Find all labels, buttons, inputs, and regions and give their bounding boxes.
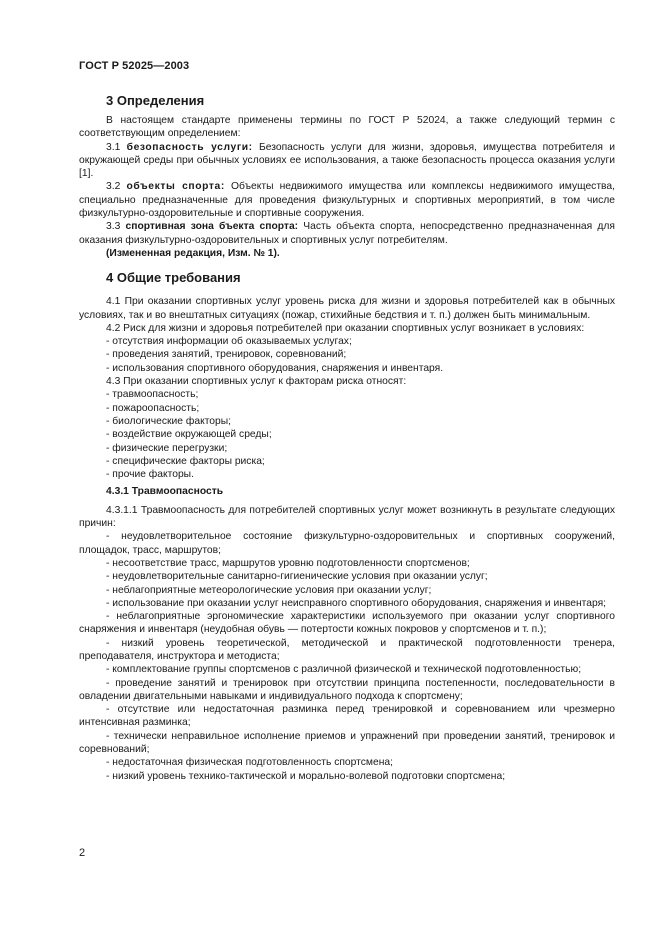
term-3-2-number: 3.2: [106, 181, 121, 193]
list-item: - комплектование группы спортсменов с различной физической и технической подготовленностью;: [106, 664, 582, 676]
term-3-1: [79, 141, 615, 181]
list-item: - травмоопасность;: [106, 389, 199, 401]
list-item: - отсутствие или недостаточная разминка перед тренировкой и соревнованием или чрезмерно интенсивная разминка;: [79, 704, 615, 729]
list-item: - неудовлетворительное состояние физкультурно-оздоровительных и спортивных сооружений, площадок, трасс, маршрутов;: [79, 531, 615, 556]
term-3-2-definition: Объекты недвижимого имущества или комплексы недвижимого имущества, специально предназначенные для проведения физкультурных и спортивных мероприятий, в том числе физкультурно-оздоровительные и спортивные сооружения.: [79, 181, 615, 220]
clause-4-3-1-1: 4.3.1.1 Травмоопасность для потребителей спортивных услуг может возникнуть в результате следующих причин:: [79, 504, 615, 530]
term-3-1-name: безопасность услуги:: [126, 141, 253, 153]
term-3-1-definition: Безопасность услуги для жизни, здоровья, имущества потребителя и окружающей среды при обычных условиях ее использования, а также безопасность процесса оказания услуги [1].: [79, 141, 615, 180]
list-item: - пожароопасность;: [106, 402, 200, 414]
document-header: ГОСТ Р 52025—2003: [79, 60, 190, 72]
list-item: - прочие факторы.: [106, 469, 194, 481]
document-body: [79, 93, 615, 783]
term-3-3-number: 3.3: [106, 221, 121, 233]
list-item: - неблагоприятные эргономические характеристики используемого при оказании услуг спортивного снаряжения и инвентаря (неудобная обувь — потертости кожных покровов у спортсменов и т. п.);: [79, 611, 615, 636]
list-item: - неудовлетворительные санитарно-гигиенические условия при оказании услуг;: [106, 571, 488, 583]
amendment-note: (Измененная редакция, Изм. № 1).: [106, 247, 280, 259]
term-3-3: [79, 220, 615, 247]
section-3-heading: 3 Определения: [106, 93, 205, 108]
term-3-3-name: спортивная зона бъекта спорта:: [125, 221, 299, 233]
list-item: - недостаточная физическая подготовленность спортсмена;: [106, 757, 393, 769]
clause-4-1: 4.1 При оказании спортивных услуг уровень риска для жизни и здоровья потребителей как в обычных условиях, так и во внештатных ситуациях (пожар, стихийные бедствия и т. п.) должен быть минимальным.: [79, 296, 615, 321]
clause-4-2: 4.2 Риск для жизни и здоровья потребителей при оказании спортивных услуг возникает в условиях:: [106, 322, 585, 334]
list-item: - отсутствия информации об оказываемых услугах;: [106, 336, 352, 348]
list-item: - низкий уровень технико-тактической и морально-волевой подготовки спортсмена;: [106, 770, 506, 782]
list-item: - специфические факторы риска;: [106, 455, 265, 467]
list-item: - использования спортивного оборудования, снаряжения и инвентаря.: [106, 362, 444, 374]
section-3-intro: В настоящем стандарте применены термины по ГОСТ Р 52024, а также следующий термин с соответствующим определением:: [79, 115, 615, 140]
list-item: - технически неправильное исполнение приемов и упражнений при проведении занятий, тренировок и соревнований;: [79, 730, 615, 756]
list-item: - низкий уровень теоретической, методической и практической подготовленности тренера, преподавателя, инструктора и методиста;: [79, 637, 615, 662]
list-item: - биологические факторы;: [106, 415, 232, 427]
section-4-heading: 4 Общие требования: [106, 270, 241, 286]
list-item: - использование при оказании услуг неисправного спортивного оборудования, снаряжения и инвентаря;: [106, 597, 607, 609]
page-number: 2: [79, 847, 86, 859]
term-3-2: [79, 180, 615, 220]
term-3-3-definition: Часть объекта спорта, непосредственно предназначенная для оказания физкультурно-оздоровительных и спортивных услуг потребителям.: [79, 221, 615, 246]
term-3-1-number: 3.1: [106, 141, 121, 153]
list-item: - проведения занятий, тренировок, соревнований;: [106, 349, 347, 361]
list-item: - физические перегрузки;: [106, 442, 228, 454]
list-item: - несоответствие трасс, маршрутов уровню подготовленности спортсменов;: [106, 557, 470, 569]
list-item: - воздействие окружающей среды;: [106, 429, 272, 441]
clause-4-3-1-heading: 4.3.1 Травмоопасность: [106, 486, 224, 498]
list-item: - неблагоприятные метеорологические условия при оказании услуг;: [106, 584, 432, 596]
term-3-2-name: объекты спорта:: [126, 181, 225, 193]
clause-4-3: 4.3 При оказании спортивных услуг к факторам риска относят:: [106, 376, 407, 388]
list-item: - проведение занятий и тренировок при отсутствии принципа постепенности, последовательности в овладении двигательными навыками и индивидуального подхода к спортсмену;: [79, 677, 615, 702]
